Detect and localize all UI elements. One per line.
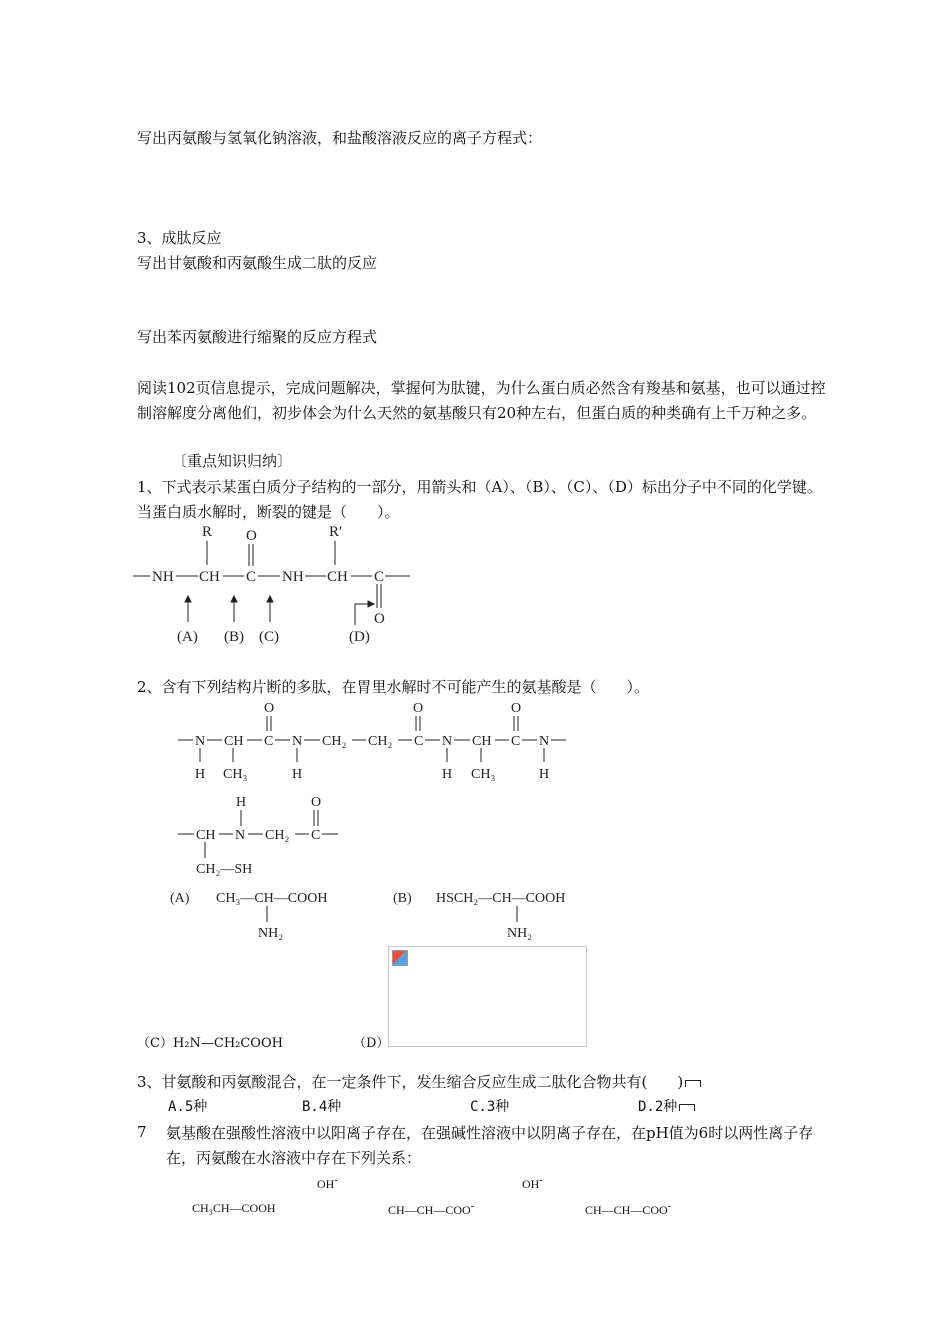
- chain-atom: C: [246, 569, 257, 585]
- option-a-formula: CH₃—CH—COOH: [216, 891, 328, 906]
- carbonyl-oxygen: O: [246, 528, 257, 544]
- option-a-amine: NH₂: [258, 926, 284, 941]
- oxygen: O: [264, 701, 275, 716]
- methyl: CH₃: [471, 767, 496, 782]
- hydrogen: H: [442, 767, 453, 782]
- option-b-amine: NH₂: [507, 926, 533, 941]
- option-d-label: （D）: [353, 1036, 390, 1051]
- row1-atom: CH₂: [322, 734, 347, 749]
- arrow-label-d: (D): [349, 629, 370, 645]
- arrow-label-a: (A): [177, 629, 198, 645]
- choice-d: [638, 1099, 695, 1116]
- row1-atom: CH: [472, 734, 492, 749]
- edit-mark-icon: [679, 1104, 695, 1111]
- row1-atom: N: [539, 734, 550, 749]
- option-b-label: (B): [393, 891, 412, 906]
- problem-7: 氨基酸在强酸性溶液中以阳离子存在，在强碱性溶液中以阴离子存在，在pH值为6时以两性离子存在，丙氨酸在水溶液中存在下列关系：: [166, 1124, 814, 1167]
- question-ionic-equation: 写出丙氨酸与氢氧化钠溶液，和盐酸溶液反应的离子方程式：: [137, 129, 543, 147]
- methyl: CH₃: [223, 767, 248, 782]
- choice-b: B.4种: [302, 1099, 342, 1115]
- row1-atom: C: [511, 734, 521, 749]
- edit-mark-icon: [685, 1080, 701, 1087]
- row2-atom: CH: [196, 828, 216, 843]
- chain-atom: CH: [199, 569, 220, 585]
- problem-2: 2、含有下列结构片断的多肽，在胃里水解时不可能产生的氨基酸是（ ）。: [137, 678, 650, 696]
- chain-atom: C: [374, 569, 385, 585]
- problem-3-text: 3、甘氨酸和丙氨酸混合，在一定条件下，发生缩合反应生成二肽化合物共有( ): [137, 1073, 684, 1091]
- option-a-label: (A): [170, 891, 190, 906]
- chain-atom: NH: [152, 569, 174, 585]
- option-c-formula: （C）H₂N—CH₂COOH: [137, 1036, 283, 1051]
- hydrogen: H: [236, 795, 247, 810]
- chain-atom: CH: [327, 569, 348, 585]
- row1-atom: C: [414, 734, 424, 749]
- option-b-formula: HSCH₂—CH—COOH: [436, 891, 566, 906]
- row2-atom: N: [235, 828, 246, 843]
- problem-7-number: 7: [137, 1123, 147, 1141]
- equilibrium-formula-1: CH₃CH—COOH: [192, 1201, 276, 1215]
- row2-atom: C: [311, 828, 321, 843]
- row1-atom: N: [442, 734, 453, 749]
- summary-heading: 〔重点知识归纳〕: [172, 452, 293, 470]
- carbonyl-oxygen-bottom: O: [374, 611, 385, 627]
- arrow-label-b: (B): [224, 629, 244, 645]
- hydrogen: H: [539, 767, 550, 782]
- broken-image-icon: [392, 950, 408, 966]
- row1-atom: N: [195, 734, 206, 749]
- row2-atom: CH₂: [265, 828, 290, 843]
- hydroxide-label-1: OH-: [317, 1175, 338, 1191]
- arrow-label-c: (C): [259, 629, 279, 645]
- choice-a: A.5种: [168, 1099, 208, 1115]
- hydroxide-label-2: OH-: [522, 1175, 543, 1191]
- question-polycondensation: 写出苯丙氨酸进行缩聚的反应方程式: [137, 328, 378, 346]
- row1-atom: CH: [224, 734, 244, 749]
- hydrogen: H: [195, 767, 206, 782]
- row1-atom: CH₂: [368, 734, 393, 749]
- choice-d-text: D.2种: [638, 1099, 678, 1115]
- problem-3: [137, 1073, 701, 1091]
- problem-1: 1、下式表示某蛋白质分子结构的一部分，用箭头和（A）、（B）、（C）、（D）标出分子中不同的化学键。当蛋白质水解时，断裂的键是（ ）。: [137, 478, 822, 521]
- section-heading-peptide: 3、成肽反应: [137, 229, 222, 247]
- option-d-image-placeholder: [388, 946, 587, 1047]
- thiol-chain: CH₂—SH: [196, 862, 253, 877]
- equilibrium-formula-3: CH—CH—COO-: [585, 1201, 672, 1217]
- oxygen: O: [413, 701, 424, 716]
- reading-paragraph: 阅读102页信息提示，完成问题解决，掌握何为肽键，为什么蛋白质必然含有羧基和氨基，也可以通过控制溶解度分离他们，初步体会为什么天然的氨基酸只有20种左右，但蛋白质的种类确有上千万种之多。: [137, 379, 826, 422]
- choice-c: C.3种: [470, 1099, 510, 1115]
- hydrogen: H: [292, 767, 303, 782]
- oxygen: O: [511, 701, 522, 716]
- equilibrium-formula-2: CH—CH—COO-: [388, 1201, 475, 1217]
- chain-atom: NH: [282, 569, 304, 585]
- row1-atom: C: [264, 734, 274, 749]
- row1-atom: N: [292, 734, 303, 749]
- r-group: R: [202, 524, 213, 540]
- oxygen: O: [311, 795, 322, 810]
- question-dipeptide: 写出甘氨酸和丙氨酸生成二肽的反应: [137, 254, 378, 272]
- r-prime-group: R′: [329, 524, 343, 540]
